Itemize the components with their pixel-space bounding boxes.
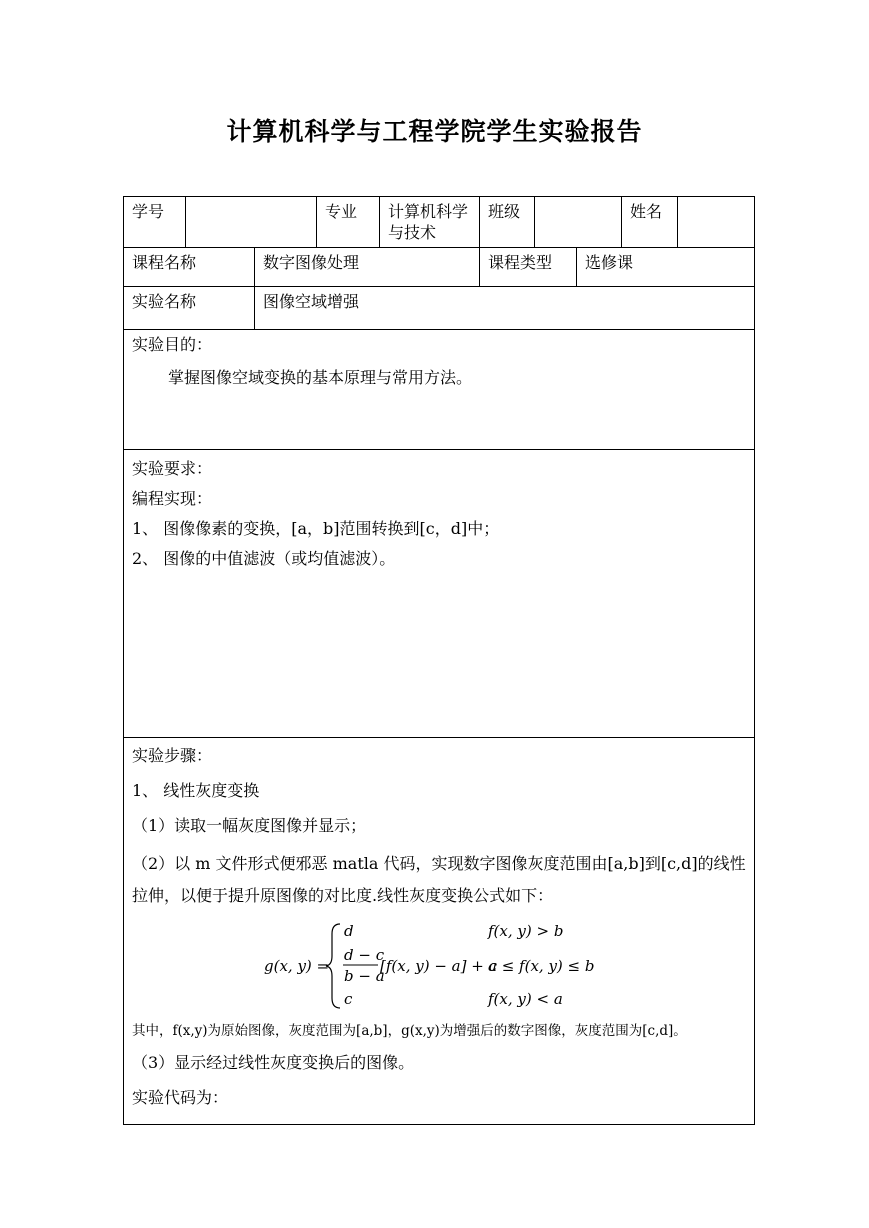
formula-lhs: g(x, y) = (264, 957, 330, 975)
name-value[interactable] (678, 197, 755, 248)
step-1-1: （1）读取一幅灰度图像并显示； (132, 816, 367, 835)
code-label: 实验代码为： (132, 1088, 229, 1107)
purpose-text: 掌握图像空域变换的基本原理与常用方法。 (168, 368, 473, 387)
requirement-item-2: 2、 图像的中值滤波（或均值滤波）。 (132, 549, 396, 568)
student-id-value[interactable] (186, 197, 317, 248)
requirements-section (124, 450, 755, 738)
course-name-value: 数字图像处理 (255, 248, 480, 287)
formula-frac-den: b − a (344, 967, 385, 985)
steps-heading: 实验步骤： (132, 746, 213, 765)
formula-case-3: c (344, 990, 353, 1008)
course-name-label: 课程名称 (124, 248, 255, 287)
steps-section (124, 738, 755, 1125)
formula-case-1: d (344, 922, 354, 940)
formula-frac-num: d − c (344, 946, 385, 964)
formula-cond-3: f(x, y) < a (488, 990, 563, 1008)
step-item-1: 1、 线性灰度变换 (132, 781, 260, 800)
formula-cond-1: f(x, y) > b (488, 922, 564, 940)
formula-note: 其中，f(x,y)为原始图像，灰度范围为[a,b]，g(x,y)为增强后的数字图像，灰度范围为[c,d]。 (132, 1023, 687, 1039)
name-label: 姓名 (622, 197, 678, 248)
report-title: 计算机科学与工程学院学生实验报告 (226, 117, 643, 146)
class-label: 班级 (480, 197, 535, 248)
purpose-section (124, 330, 755, 450)
linear-transform-formula (260, 916, 600, 1014)
class-value[interactable] (535, 197, 622, 248)
step-1-2: （2）以 m 文件形式便邪恶 matla 代码，实现数字图像灰度范围由[a,b]到[c,d]的线性拉伸，以便于提升原图像的对比度.线性灰度变换公式如下： (132, 854, 746, 905)
major-value: 计算机科学 与技术 (380, 197, 480, 248)
formula-case-2: [f(x, y) − a] + c (380, 957, 497, 975)
course-type-label: 课程类型 (480, 248, 577, 287)
formula-cond-2: a ≤ f(x, y) ≤ b (488, 957, 595, 975)
requirements-sub: 编程实现： (132, 489, 213, 508)
course-type-value: 选修课 (577, 248, 755, 287)
step-1-3: （3）显示经过线性灰度变换后的图像。 (132, 1053, 415, 1072)
experiment-name-label: 实验名称 (124, 287, 255, 330)
requirement-item-1: 1、 图像像素的变换，[a，b]范围转换到[c，d]中； (132, 519, 500, 538)
requirements-heading: 实验要求： (132, 459, 213, 478)
student-id-label: 学号 (124, 197, 186, 248)
major-label: 专业 (317, 197, 380, 248)
report-table (123, 196, 755, 1125)
purpose-heading: 实验目的： (132, 335, 213, 354)
experiment-name-value: 图像空域增强 (255, 287, 755, 330)
